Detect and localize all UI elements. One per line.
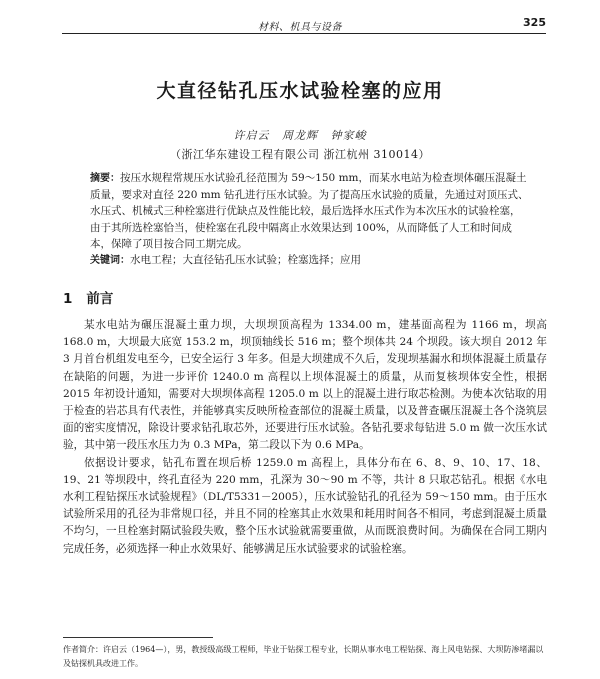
- abstract: [90, 170, 530, 252]
- footnote: 作者简介：许启云（1964—），男，教授级高级工程师，毕业于钻探工程专业，长期从事水电工程钻探、海上风电钻探、大坝防渗堵漏以及钻探机具改进工作。: [63, 645, 544, 668]
- abstract-block: [90, 170, 530, 269]
- running-title: 材料、机具与设备: [258, 22, 342, 33]
- section-number: 1: [63, 291, 73, 307]
- keywords-text: 水电工程；大直径钻孔压水试验；栓塞选择；应用: [130, 254, 361, 267]
- running-header: [62, 16, 546, 34]
- body-paragraph: 依据设计要求，钻孔布置在坝后桥 1259.0 m 高程上，具体分布在 6、8、9、10、17、18、19、21 等坝段中，终孔直径为 220 mm，孔深为 30～90 m 不等，共计 8 只取芯钻孔。根据《水电水利工程钻探压水试验规程》（DL/T5331－2005），压水试验钻孔的孔径为 59～150 mm。由于压水试验所采用的孔径为非常规口径，并且不同的栓塞其止水效果和耗用时间各不相同，考虑到混凝土质量不均匀，一旦栓塞封隔试验段失败，整个压水试验就需要重做，从而既浪费时间。为确保在合同工期内完成任务，必须选择一种止水效果好、能够满足压水试验要求的试验栓塞。: [63, 456, 547, 555]
- affiliation: （浙江华东建设工程有限公司 浙江杭州 310014）: [170, 148, 430, 161]
- header-rule: [62, 33, 546, 34]
- keywords-label: 关键词：: [90, 255, 130, 267]
- authors: 许启云 周龙辉 钟家峻: [233, 129, 367, 142]
- section-heading: [63, 287, 113, 307]
- abstract-text: 按压水规程常规压水试验孔径范围为 59～150 mm，而某水电站为检查坝体碾压混凝土质量，要求对直径 220 mm 钻孔进行压水试验。为了提高压水试验的质量，先通过对顶压式、水压式、机械式三种栓塞进行优缺点及性能比较，最后选择水压式作为本次压水的试验栓塞，由于其所选栓塞恰当，使栓塞在孔段中隔离止水效果达到 100%，从而降低了人工和时间成本，保障了项目按合同工期完成。: [90, 172, 529, 250]
- paper-title: 大直径钻孔压水试验栓塞的应用: [156, 80, 444, 102]
- keywords: [90, 252, 530, 269]
- body-text: [63, 317, 547, 558]
- section-title: 前言: [86, 291, 114, 307]
- footnote-rule: [63, 637, 213, 638]
- body-paragraph: 某水电站为碾压混凝土重力坝，大坝坝顶高程为 1334.00 m，建基面高程为 1166 m，坝高 168.0 m，大坝最大底宽 153.2 m，坝顶轴线长 516 m；整个坝体共 24 个坝段。该大坝自 2012 年 3 月首台机组发电至今，已安全运行 3 年多。但是大坝建成不久后，发现坝基漏水和坝体混凝土质量存在缺陷的问题，为进一步评价 1240.0 m 高程以上坝体混凝土的质量，从而复核坝体安全性，根据 2015 年初设计通知，需要对大坝坝体高程 1205.0 m 以上的混凝土进行取芯检测。为使本次钻取的用于检查的岩芯具有代表性，并能够真实反映所检查部位的混凝土质量，以及普查碾压混凝土各个浇筑层面的密实度情况，除设计要求钻孔取芯外，还要进行压水试验。各钻孔要求每钻进 5.0 m 做一次压水试验，其中第一段压水压力为 0.3 MPa，第二段以下为 0.6 MPa。: [63, 319, 547, 452]
- page-number: 325: [523, 16, 546, 29]
- abstract-label: 摘要：: [90, 173, 120, 184]
